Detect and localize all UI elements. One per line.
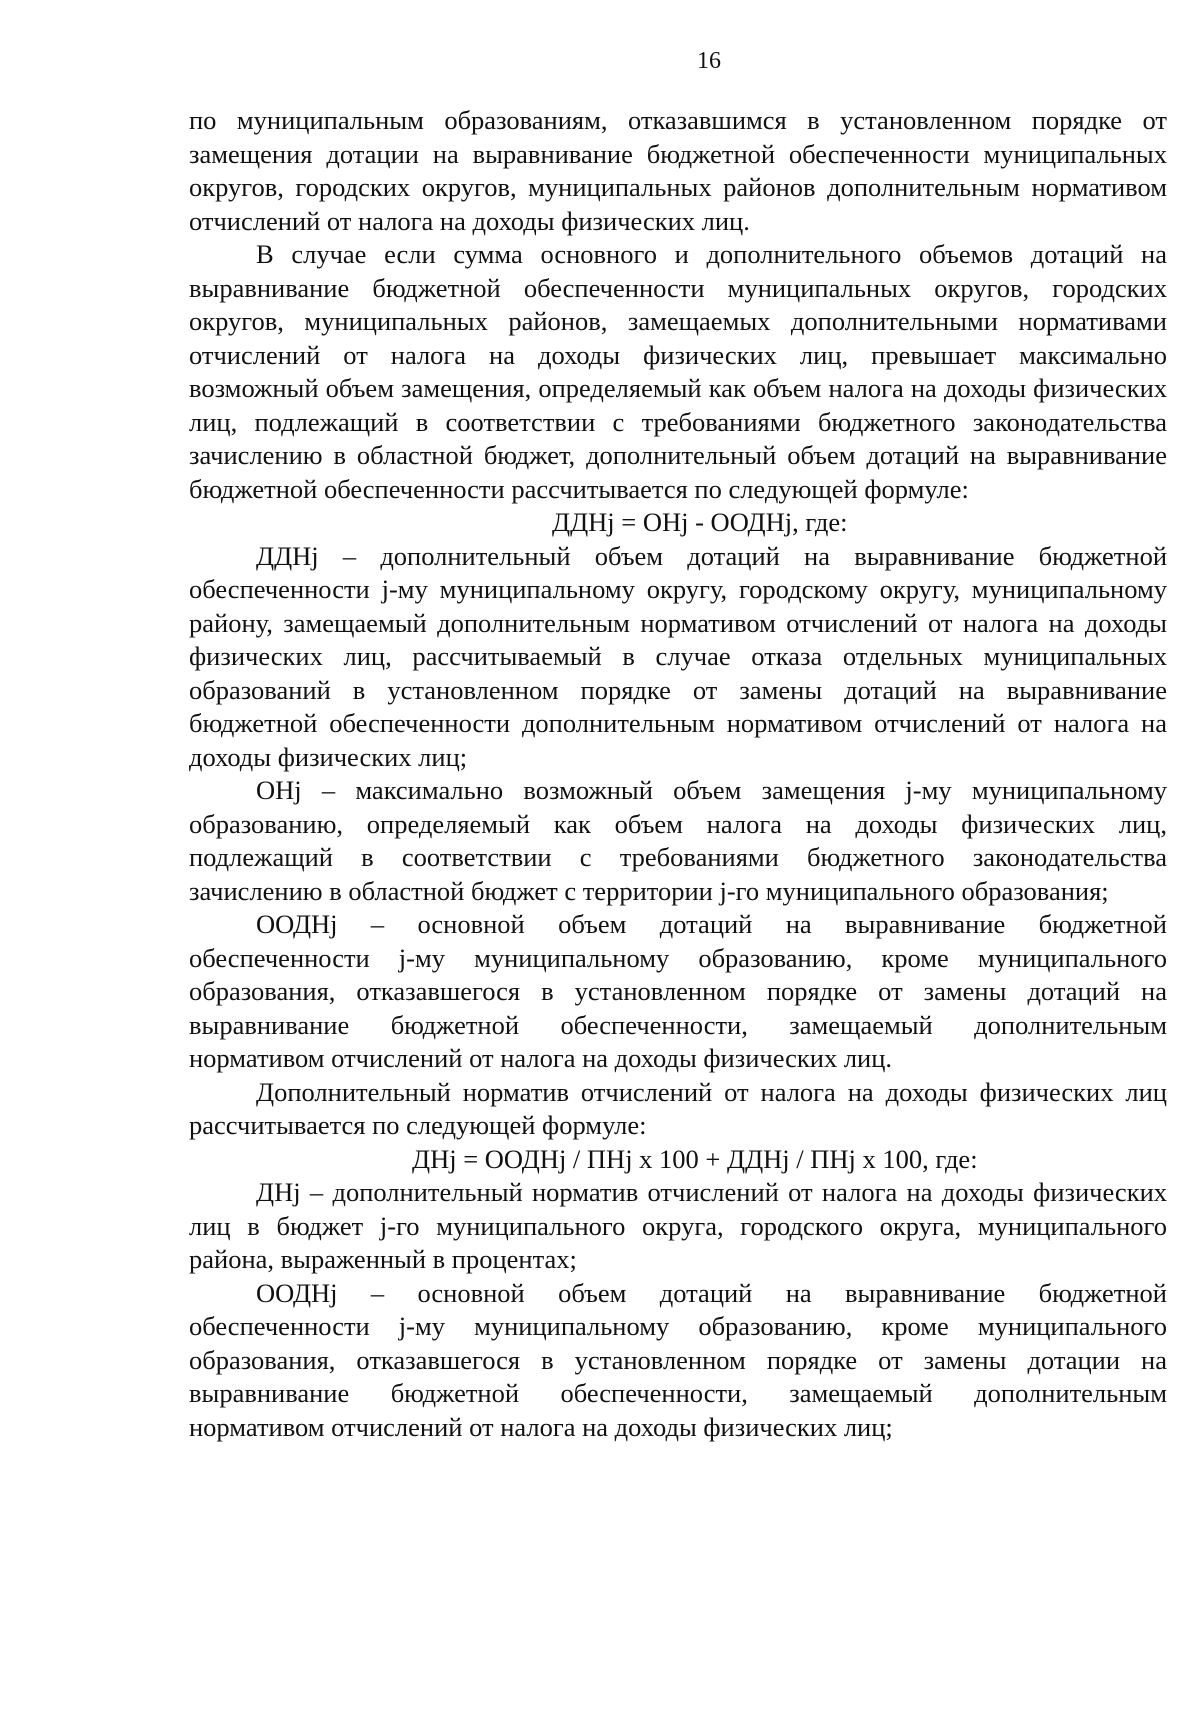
paragraph-condition: В случае если сумма основного и дополнительного объемов дотаций на выравнивание бюджетной обеспеченности муниципальных округов, городских округов, муниципальных районов, замещаемых дополнительными нормативами отчислений от налога на доходы физических лиц, превышает максимально возможный объем замещения, определяемый как объем налога на доходы физических лиц, подлежащий в соответствии с требованиями бюджетного законодательства зачислению в областной бюджет, дополнительный объем дотаций на выравнивание бюджетной обеспеченности рассчитывается по следующей формуле: xyxy=(189,239,1167,504)
definition-oodn-2: ООДНj – основной объем дотаций на выравнивание бюджетной обеспеченности j-му муниципальному образованию, кроме муниципального образования, отказавшегося в установленном порядке от замены дотации на выравнивание бюджетной обеспеченности, замещаемый дополнительным нормативом отчислений от налога на доходы физических лиц; xyxy=(189,1277,1167,1442)
formula-ddn: ДДНj = ОНj - ООДНj, где: xyxy=(552,507,848,537)
definition-oodn: ООДНj – основной объем дотаций на выравнивание бюджетной обеспеченности j-му муниципальному образованию, кроме муниципального образования, отказавшегося в установленном порядке от замены дотаций на выравнивание бюджетной обеспеченности, замещаемый дополнительным нормативом отчислений от налога на доходы физических лиц. xyxy=(189,909,1167,1073)
definition-dn: ДНj – дополнительный норматив отчислений от налога на доходы физических лиц в бюджет j-го муниципального округа, городского округа, муниципального района, выраженный в процентах; xyxy=(189,1177,1167,1274)
formula-dn: ДНj = ООДНj / ПНj x 100 + ДДНj / ПНj x 100, где: xyxy=(412,1143,978,1174)
document-body xyxy=(189,104,1167,1444)
definition-ddn: ДДНj – дополнительный объем дотаций на выравнивание бюджетной обеспеченности j-му муниципальному округу, городскому округу, муниципальному району, замещаемый дополнительным нормативом отчислений от налога на доходы физических лиц, рассчитываемый в случае отказа отдельных муниципальных образований в установленном порядке от замены дотаций на выравнивание бюджетной обеспеченности дополнительным нормативом отчислений от налога на доходы физических лиц; xyxy=(189,540,1167,772)
paragraph-additional-norm: Дополнительный норматив отчислений от налога на доходы физических лиц рассчитывается по следующей формуле: xyxy=(189,1076,1167,1140)
paragraph-continuation: по муниципальным образованиям, отказавшимся в установленном порядке от замещения дотации на выравнивание бюджетной обеспеченности муниципальных округов, городских округов, муниципальных районов дополнительным нормативом отчислений от налога на доходы физических лиц. xyxy=(189,105,1167,236)
definition-on: ОНj – максимально возможный объем замещения j-му муниципальному образованию, определяемый как объем налога на доходы физических лиц, подлежащий в соответствии с требованиями бюджетного законодательства зачислению в областной бюджет с территории j-го муниципального образования; xyxy=(189,775,1167,906)
page-number: 16 xyxy=(697,48,721,74)
